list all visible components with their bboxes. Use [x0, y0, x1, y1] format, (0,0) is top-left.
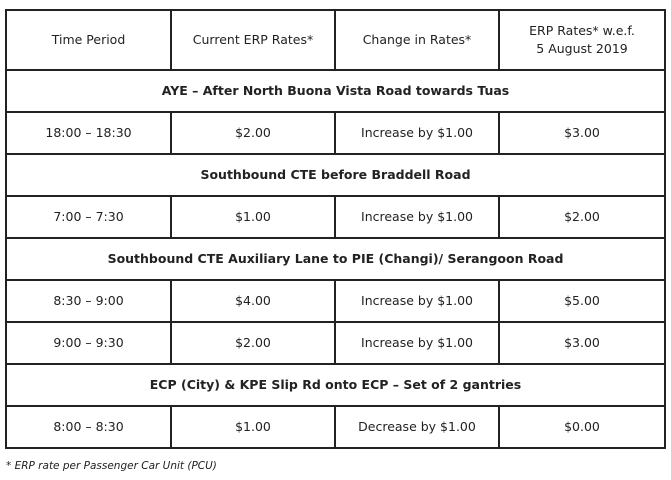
section-title-row: [6, 238, 665, 280]
current-rate-cell: $1.00: [171, 196, 335, 238]
section-title: AYE – After North Buona Vista Road towards Tuas: [6, 70, 665, 112]
erp-rates-table: [5, 9, 666, 449]
header-current-rates: Current ERP Rates*: [171, 10, 335, 70]
change-cell: Increase by $1.00: [335, 322, 499, 364]
new-rate-cell: $2.00: [499, 196, 665, 238]
footnote: * ERP rate per Passenger Car Unit (PCU): [6, 460, 217, 472]
section-title: Southbound CTE before Braddell Road: [6, 154, 665, 196]
section-title-row: [6, 154, 665, 196]
time-period-cell: 18:00 – 18:30: [6, 112, 171, 154]
table-row: [6, 112, 665, 154]
table-row: [6, 280, 665, 322]
new-rate-cell: $3.00: [499, 112, 665, 154]
time-period-cell: 7:00 – 7:30: [6, 196, 171, 238]
section-title-row: [6, 70, 665, 112]
table-row: [6, 406, 665, 448]
change-cell: Increase by $1.00: [335, 196, 499, 238]
table-row: [6, 196, 665, 238]
new-rate-cell: $5.00: [499, 280, 665, 322]
time-period-cell: 8:00 – 8:30: [6, 406, 171, 448]
section-title-row: [6, 364, 665, 406]
header-row: [6, 10, 665, 70]
table-row: [6, 322, 665, 364]
new-rate-cell: $3.00: [499, 322, 665, 364]
new-rate-cell: $0.00: [499, 406, 665, 448]
current-rate-cell: $4.00: [171, 280, 335, 322]
section-title: Southbound CTE Auxiliary Lane to PIE (Changi)/ Serangoon Road: [6, 238, 665, 280]
current-rate-cell: $1.00: [171, 406, 335, 448]
current-rate-cell: $2.00: [171, 322, 335, 364]
time-period-cell: 8:30 – 9:00: [6, 280, 171, 322]
header-time-period: Time Period: [6, 10, 171, 70]
change-cell: Decrease by $1.00: [335, 406, 499, 448]
section-title: ECP (City) & KPE Slip Rd onto ECP – Set of 2 gantries: [6, 364, 665, 406]
header-change-in-rates: Change in Rates*: [335, 10, 499, 70]
change-cell: Increase by $1.00: [335, 112, 499, 154]
current-rate-cell: $2.00: [171, 112, 335, 154]
time-period-cell: 9:00 – 9:30: [6, 322, 171, 364]
change-cell: Increase by $1.00: [335, 280, 499, 322]
header-new-rates: ERP Rates* w.e.f. 5 August 2019: [499, 10, 665, 70]
